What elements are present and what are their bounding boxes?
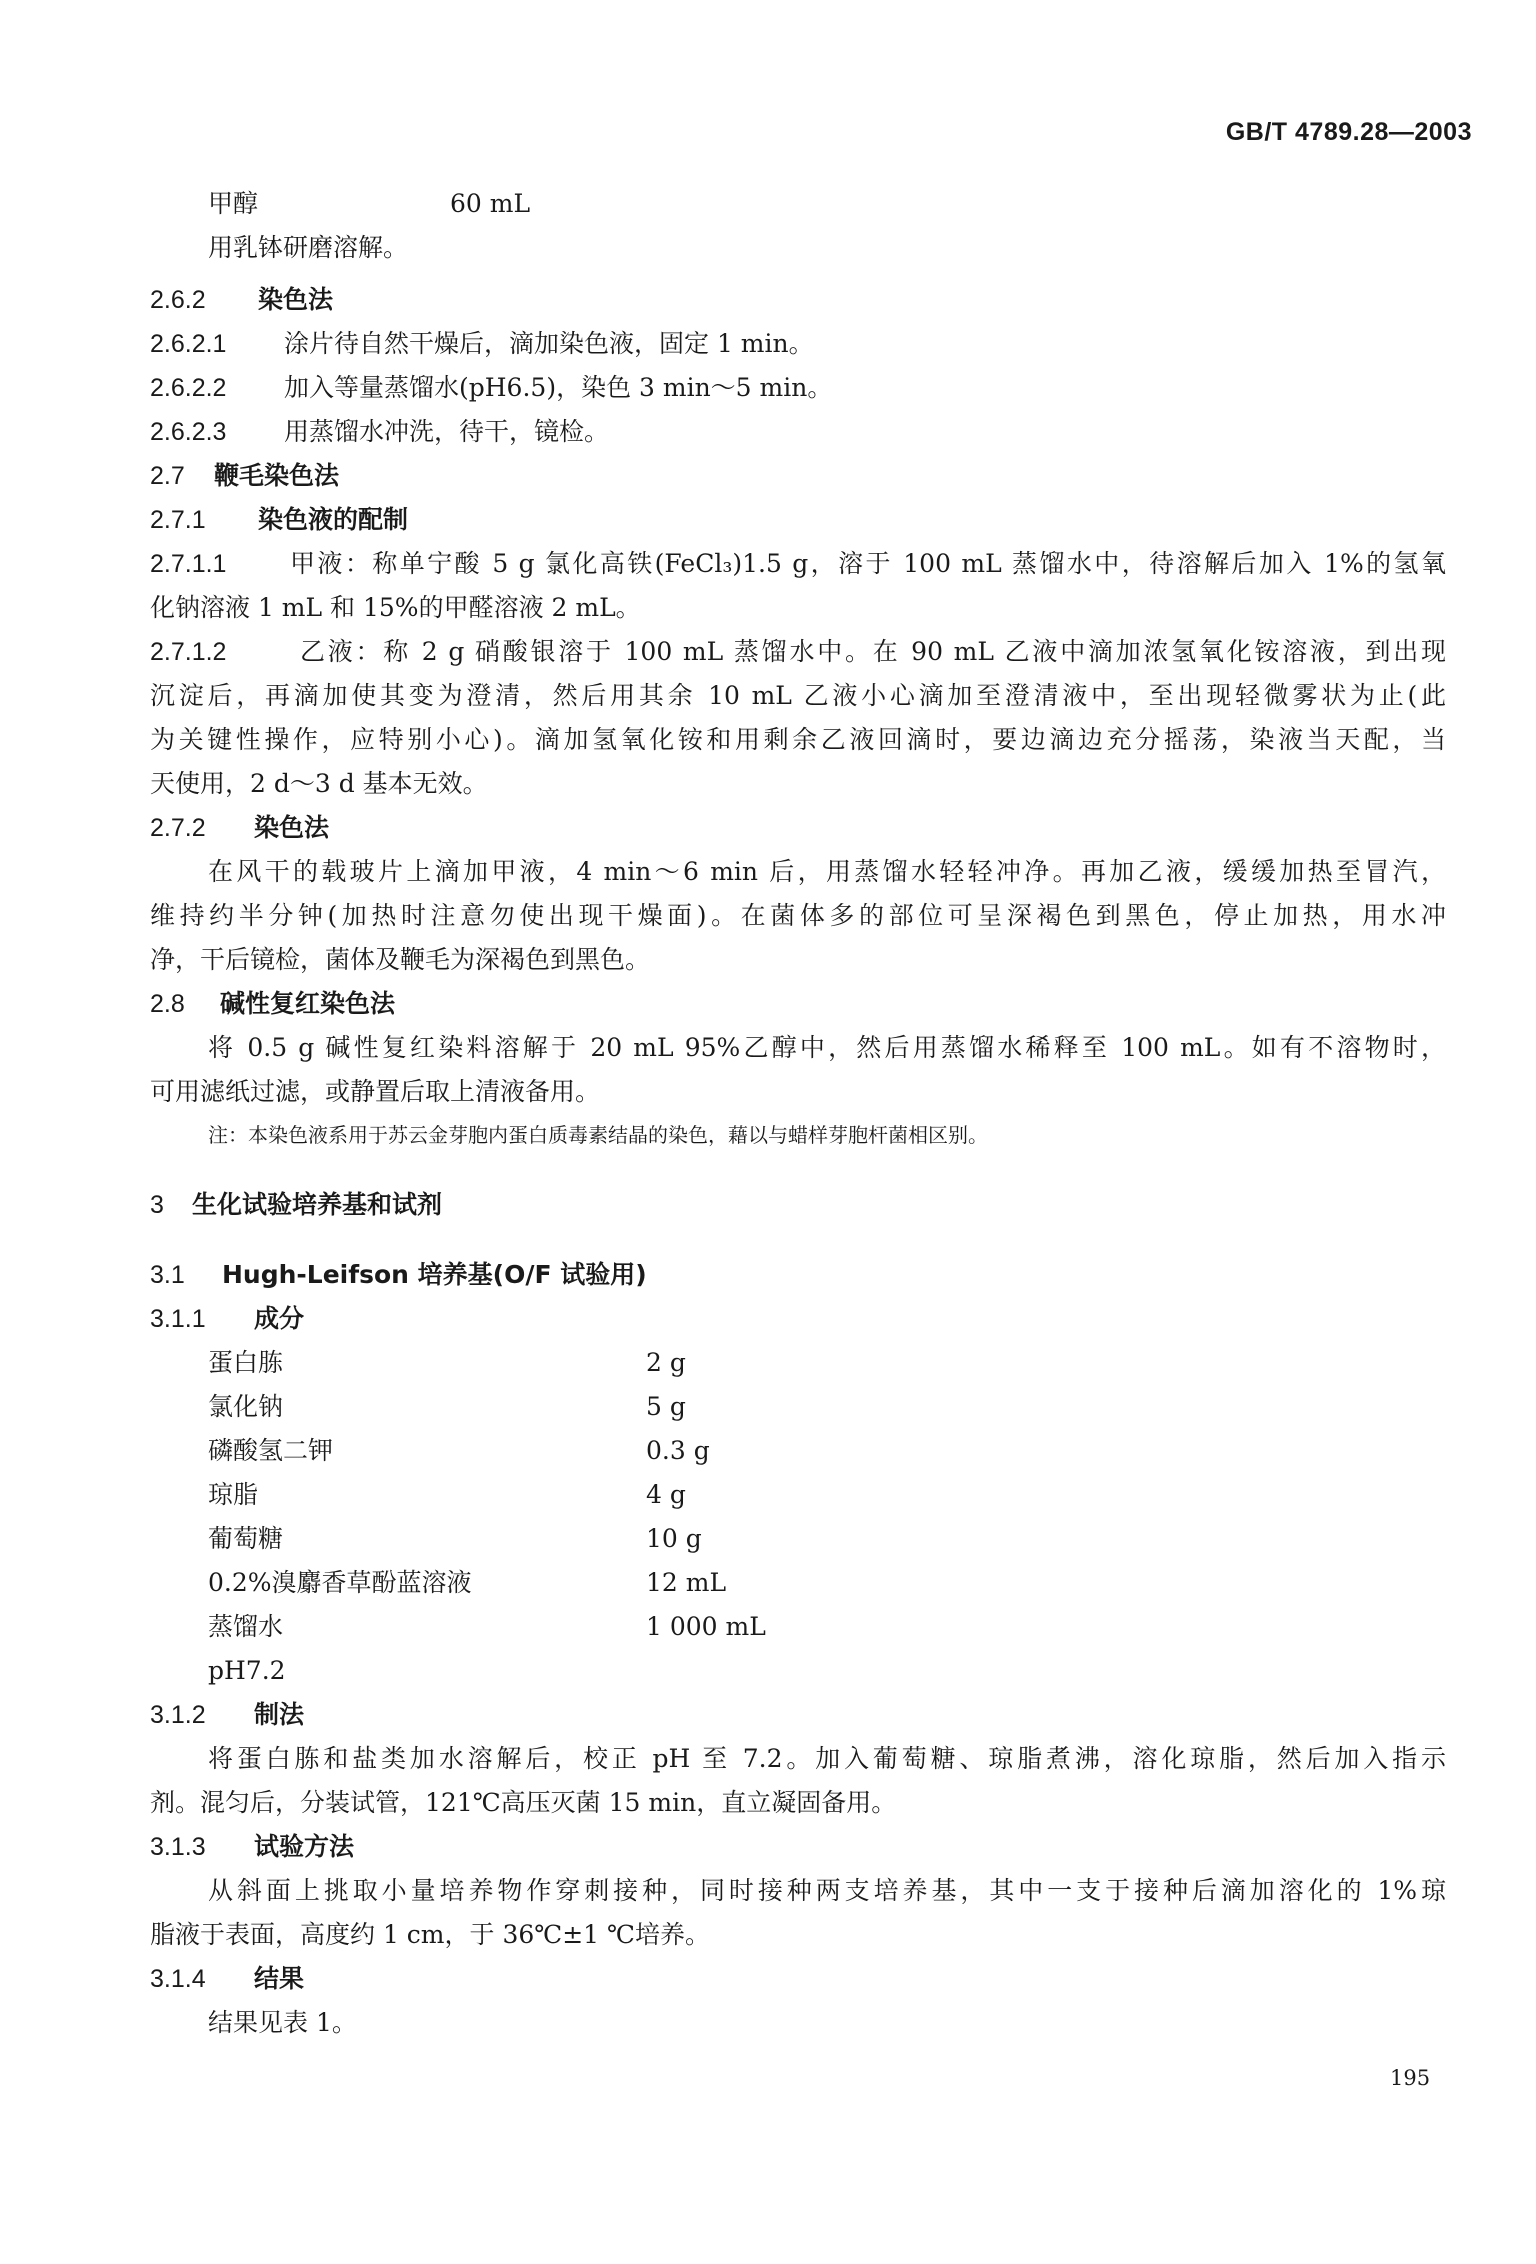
document-header-code: GB/T 4789.28—2003: [1225, 118, 1472, 146]
paragraph-text: 脂液于表面，高度约 1 cm，于 36℃±1 ℃培养。: [150, 1920, 710, 1949]
section-title: 制法: [254, 1700, 305, 1729]
clause-2-7-1-2: [0, 630, 1536, 674]
ingredient-amount: 60 mL: [450, 189, 531, 218]
ingredient-row: [0, 1429, 1536, 1473]
section-heading-3-1-2: [0, 1693, 1536, 1737]
section-number: 2.6.2: [150, 286, 206, 314]
paragraph-line: [0, 850, 1536, 894]
clause-text: 甲液：称单宁酸 5 g 氯化高铁(FeCl₃)1.5 g，溶于 100 mL 蒸馏水中，待溶解后加入 1%的氢氧: [290, 549, 1446, 578]
section-title: 试验方法: [254, 1832, 355, 1861]
ingredient-name: 蒸馏水: [208, 1612, 284, 1641]
paragraph-text: 从斜面上挑取小量培养物作穿刺接种，同时接种两支培养基，其中一支于接种后滴加溶化的 1%琼: [208, 1876, 1446, 1905]
note-text: 注：本染色液系用于苏云金芽胞内蛋白质毒素结晶的染色，藉以与蜡样芽胞杆菌相区别。: [208, 1123, 988, 1147]
ingredient-amount: 1 000 mL: [646, 1612, 766, 1641]
paragraph-text: 将 0.5 g 碱性复红染料溶解于 20 mL 95%乙醇中，然后用蒸馏水稀释至 100 mL。如有不溶物时，: [208, 1033, 1446, 1062]
section-title: 染色法: [254, 813, 330, 842]
section-number: 3.1.3: [150, 1833, 206, 1861]
clause-2-7-1-1: [0, 542, 1536, 586]
clause-number: 2.7.1.1: [150, 550, 227, 578]
paragraph-text: 结果见表 1。: [208, 2008, 357, 2037]
section-heading-3-1-3: [0, 1825, 1536, 1869]
section-title: 染色法: [258, 285, 334, 314]
section-title: 鞭毛染色法: [214, 461, 340, 490]
clause-text: 为关键性操作，应特别小心)。滴加氢氧化铵和用剩余乙液回滴时，要边滴边充分摇荡，染液当天配，当: [150, 725, 1446, 754]
page-number: 195: [1390, 2066, 1431, 2090]
paragraph-line: [0, 894, 1536, 938]
ingredient-name: 0.2%溴麝香草酚蓝溶液: [208, 1568, 472, 1597]
ingredient-amount: 0.3 g: [646, 1436, 710, 1465]
section-title: 生化试验培养基和试剂: [192, 1190, 443, 1219]
section-number: 2.8: [150, 990, 185, 1018]
section-heading-3: [0, 1183, 1536, 1227]
section-title: 染色液的配制: [258, 505, 409, 534]
paragraph-text: 用乳钵研磨溶解。: [208, 233, 409, 262]
section-number: 2.7.2: [150, 814, 206, 842]
ingredient-name: 蛋白胨: [208, 1348, 284, 1377]
section-number: 3.1.4: [150, 1965, 206, 1993]
paragraph-line: [0, 1026, 1536, 1070]
section-heading-2-8: [0, 982, 1536, 1026]
paragraph-line: [0, 1913, 1536, 1957]
ingredient-amount: 2 g: [646, 1348, 686, 1377]
paragraph-text: 维持约半分钟(加热时注意勿使出现干燥面)。在菌体多的部位可呈深褐色到黑色，停止加热，用水冲: [150, 901, 1446, 930]
paragraph-line: [0, 1869, 1536, 1913]
section-title: Hugh-Leifson 培养基(O/F 试验用): [222, 1260, 647, 1289]
paragraph-line: [0, 586, 1536, 630]
ingredient-amount: 10 g: [646, 1524, 702, 1553]
note-row: [0, 1114, 1536, 1157]
ingredient-list: [0, 1341, 1536, 1693]
section-heading-3-1-4: [0, 1957, 1536, 2001]
paragraph-line: [0, 938, 1536, 982]
clause-number: 2.6.2.2: [150, 374, 227, 402]
section-title: 结果: [254, 1964, 305, 1993]
methanol-row: [0, 182, 1536, 226]
ingredient-row: [0, 1341, 1536, 1385]
clause-text: 天使用，2 d～3 d 基本无效。: [150, 769, 488, 798]
ingredient-row: [0, 1561, 1536, 1605]
paragraph-text: 剂。混匀后，分装试管，121℃高压灭菌 15 min，直立凝固备用。: [150, 1788, 897, 1817]
section-heading-3-1: [0, 1253, 1536, 1297]
section-heading-2-7-1: [0, 498, 1536, 542]
ingredient-row: [0, 1649, 1536, 1693]
paragraph-text: 净，干后镜检，菌体及鞭毛为深褐色到黑色。: [150, 945, 651, 974]
paragraph-line: [0, 762, 1536, 806]
paragraph-line: [0, 718, 1536, 762]
section-title: 成分: [254, 1304, 305, 1333]
ingredient-name: 甲醇: [208, 189, 259, 218]
clause-2-6-2-1: [0, 322, 1536, 366]
clause-text: 用蒸馏水冲洗，待干，镜检。: [284, 417, 610, 446]
section-number: 3.1.2: [150, 1701, 206, 1729]
section-heading-2-7: [0, 454, 1536, 498]
ingredient-amount: 4 g: [646, 1480, 686, 1509]
section-heading-2-7-2: [0, 806, 1536, 850]
clause-2-6-2-3: [0, 410, 1536, 454]
section-number: 3: [150, 1191, 164, 1219]
ingredient-row: [0, 1605, 1536, 1649]
paragraph-line: [0, 1070, 1536, 1114]
clause-text: 加入等量蒸馏水(pH6.5)，染色 3 min～5 min。: [284, 373, 833, 402]
ingredient-row: [0, 1473, 1536, 1517]
clause-number: 2.6.2.1: [150, 330, 227, 358]
paragraph-line: [0, 674, 1536, 718]
ingredient-name: 琼脂: [208, 1480, 259, 1509]
ingredient-amount: 12 mL: [646, 1568, 727, 1597]
section-number: 3.1.1: [150, 1305, 206, 1333]
clause-text: 沉淀后，再滴加使其变为澄清，然后用其余 10 mL 乙液小心滴加至澄清液中，至出现轻微雾状为止(此: [150, 681, 1446, 710]
section-number: 2.7.1: [150, 506, 206, 534]
paragraph-line: [0, 1737, 1536, 1781]
paragraph-text: 在风干的载玻片上滴加甲液，4 min～6 min 后，用蒸馏水轻轻冲净。再加乙液，缓缓加热至冒汽，: [208, 857, 1446, 886]
section-number: 2.7: [150, 462, 185, 490]
clause-number: 2.7.1.2: [150, 638, 227, 666]
page-content: [0, 182, 1536, 2045]
ingredient-name: 磷酸氢二钾: [208, 1436, 334, 1465]
ingredient-row: [0, 1517, 1536, 1561]
paragraph: [0, 226, 1536, 270]
paragraph-text: 将蛋白胨和盐类加水溶解后，校正 pH 至 7.2。加入葡萄糖、琼脂煮沸，溶化琼脂，然后加入指示: [208, 1744, 1446, 1773]
paragraph-text: 可用滤纸过滤，或静置后取上清液备用。: [150, 1077, 601, 1106]
ingredient-name: pH7.2: [208, 1656, 286, 1685]
ingredient-name: 葡萄糖: [208, 1524, 284, 1553]
clause-text: 涂片待自然干燥后，滴加染色液，固定 1 min。: [284, 329, 814, 358]
section-number: 3.1: [150, 1261, 185, 1289]
clause-number: 2.6.2.3: [150, 418, 227, 446]
section-heading-2-6-2: [0, 278, 1536, 322]
clause-text: 乙液：称 2 g 硝酸银溶于 100 mL 蒸馏水中。在 90 mL 乙液中滴加浓氢氧化铵溶液，到出现: [300, 637, 1446, 666]
ingredient-amount: 5 g: [646, 1392, 686, 1421]
section-heading-3-1-1: [0, 1297, 1536, 1341]
section-title: 碱性复红染色法: [220, 989, 396, 1018]
clause-2-6-2-2: [0, 366, 1536, 410]
ingredient-row: [0, 1385, 1536, 1429]
paragraph-line: [0, 2001, 1536, 2045]
paragraph-line: [0, 1781, 1536, 1825]
ingredient-name: 氯化钠: [208, 1392, 284, 1421]
clause-text: 化钠溶液 1 mL 和 15%的甲醛溶液 2 mL。: [150, 593, 641, 622]
